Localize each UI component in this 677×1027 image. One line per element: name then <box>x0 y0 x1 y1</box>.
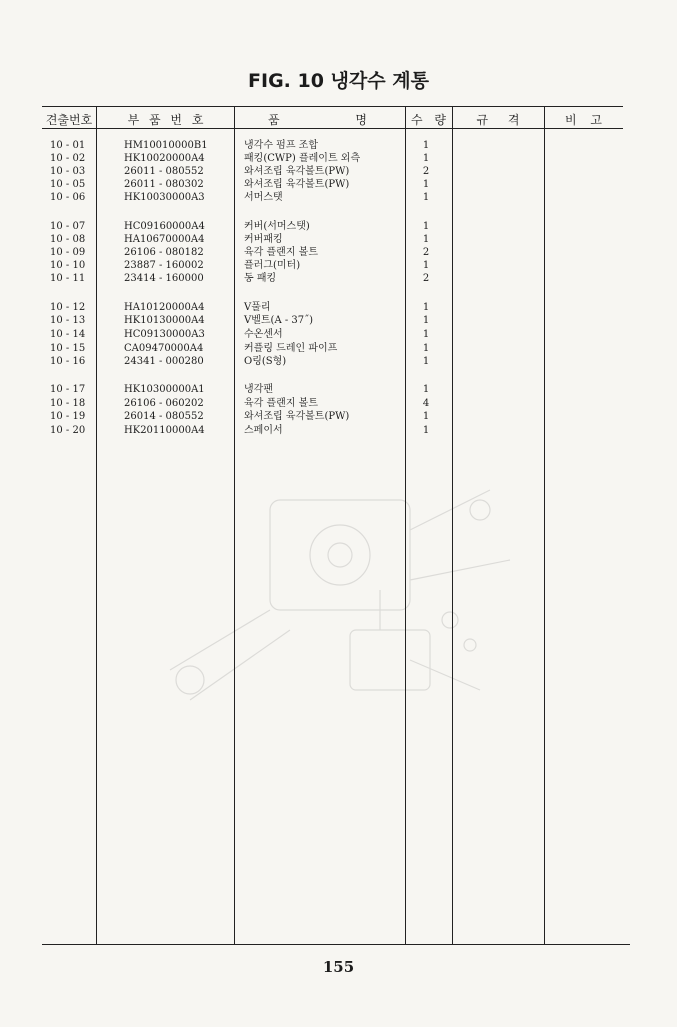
row-part-number: HA10670000A4 <box>124 234 205 245</box>
row-part-name: 와셔조립 육각볼트(PW) <box>244 411 350 422</box>
header-item-no: 견출번호 <box>45 113 93 127</box>
row-part-number: HK20110000A4 <box>124 425 205 436</box>
background-diagram-watermark <box>150 470 530 730</box>
row-quantity: 1 <box>422 234 430 245</box>
row-item-no: 10 - 03 <box>50 166 86 177</box>
row-part-number: 23414 - 160000 <box>124 273 204 284</box>
row-item-no: 10 - 14 <box>50 329 86 340</box>
row-part-name: 냉각팬 <box>244 384 273 395</box>
table-top-rule <box>42 106 623 107</box>
row-part-name: 와셔조립 육각볼트(PW) <box>244 166 350 177</box>
row-part-name: V풀리 <box>244 302 271 313</box>
row-quantity: 1 <box>422 153 430 164</box>
row-item-no: 10 - 05 <box>50 179 86 190</box>
row-part-name: 육각 플랜지 볼트 <box>244 398 318 409</box>
row-item-no: 10 - 19 <box>50 411 86 422</box>
row-quantity: 1 <box>422 315 430 326</box>
row-part-name: 커버(서머스탯) <box>244 221 310 232</box>
row-part-number: HC09160000A4 <box>124 221 205 232</box>
row-item-no: 10 - 07 <box>50 221 86 232</box>
row-part-number: HM10010000B1 <box>124 140 208 151</box>
row-item-no: 10 - 16 <box>50 356 86 367</box>
row-item-no: 10 - 18 <box>50 398 86 409</box>
row-part-name: O링(S형) <box>244 356 287 367</box>
header-part-name: 품 명 <box>268 113 367 127</box>
row-item-no: 10 - 09 <box>50 247 86 258</box>
row-part-name: 패킹(CWP) 플레이트 외측 <box>244 153 361 164</box>
row-item-no: 10 - 13 <box>50 315 86 326</box>
row-part-number: HK10030000A3 <box>124 192 205 203</box>
row-part-name: 서머스탯 <box>244 192 283 203</box>
row-part-number: HK10130000A4 <box>124 315 205 326</box>
row-item-no: 10 - 12 <box>50 302 86 313</box>
row-item-no: 10 - 06 <box>50 192 86 203</box>
row-part-number: HK10300000A1 <box>124 384 205 395</box>
header-remark: 비 고 <box>565 113 602 127</box>
row-quantity: 1 <box>422 179 430 190</box>
row-quantity: 2 <box>422 166 430 177</box>
row-item-no: 10 - 15 <box>50 343 86 354</box>
row-part-name: 스페이서 <box>244 425 283 436</box>
table-bottom-rule <box>42 944 630 945</box>
row-quantity: 1 <box>422 140 430 151</box>
row-part-number: CA09470000A4 <box>124 343 204 354</box>
header-quantity: 수 량 <box>411 113 446 127</box>
header-bottom-rule <box>42 128 623 129</box>
row-part-number: 26106 - 060202 <box>124 398 204 409</box>
row-part-number: 23887 - 160002 <box>124 260 204 271</box>
row-part-name: 커버패킹 <box>244 234 283 245</box>
row-part-name: 플러그(미터) <box>244 260 301 271</box>
col-divider-2 <box>234 106 235 945</box>
page-title: FIG. 10 냉각수 계통 <box>248 70 429 92</box>
row-part-name: 냉각수 펌프 조합 <box>244 140 318 151</box>
row-item-no: 10 - 10 <box>50 260 86 271</box>
row-item-no: 10 - 20 <box>50 425 86 436</box>
row-part-name: 커플링 드레인 파이프 <box>244 343 338 354</box>
row-quantity: 1 <box>422 260 430 271</box>
row-part-number: 26014 - 080552 <box>124 411 204 422</box>
row-quantity: 2 <box>422 273 430 284</box>
col-divider-5 <box>544 106 545 945</box>
row-part-name: 동 패킹 <box>244 273 277 284</box>
row-quantity: 1 <box>422 384 430 395</box>
row-part-number: 26011 - 080552 <box>124 166 204 177</box>
row-part-name: 와셔조립 육각볼트(PW) <box>244 179 350 190</box>
row-part-number: HC09130000A3 <box>124 329 205 340</box>
row-quantity: 1 <box>422 329 430 340</box>
row-part-number: 26106 - 080182 <box>124 247 204 258</box>
row-part-number: HA10120000A4 <box>124 302 205 313</box>
row-quantity: 1 <box>422 411 430 422</box>
row-quantity: 1 <box>422 302 430 313</box>
row-item-no: 10 - 08 <box>50 234 86 245</box>
row-part-number: HK10020000A4 <box>124 153 205 164</box>
header-part-number: 부 품 번 호 <box>127 113 204 127</box>
row-quantity: 1 <box>422 221 430 232</box>
row-quantity: 1 <box>422 425 430 436</box>
row-part-name: 육각 플랜지 볼트 <box>244 247 318 258</box>
row-item-no: 10 - 02 <box>50 153 86 164</box>
row-item-no: 10 - 01 <box>50 140 86 151</box>
header-spec: 규 격 <box>476 113 520 127</box>
page-number: 155 <box>322 958 355 976</box>
row-part-number: 24341 - 000280 <box>124 356 204 367</box>
row-part-number: 26011 - 080302 <box>124 179 204 190</box>
row-quantity: 1 <box>422 343 430 354</box>
row-part-name: V벨트(A - 37˝) <box>244 315 314 326</box>
row-part-name: 수온센서 <box>244 329 283 340</box>
row-quantity: 4 <box>422 398 430 409</box>
row-quantity: 1 <box>422 192 430 203</box>
row-quantity: 1 <box>422 356 430 367</box>
row-item-no: 10 - 11 <box>50 273 86 284</box>
row-item-no: 10 - 17 <box>50 384 86 395</box>
col-divider-4 <box>452 106 453 945</box>
row-quantity: 2 <box>422 247 430 258</box>
